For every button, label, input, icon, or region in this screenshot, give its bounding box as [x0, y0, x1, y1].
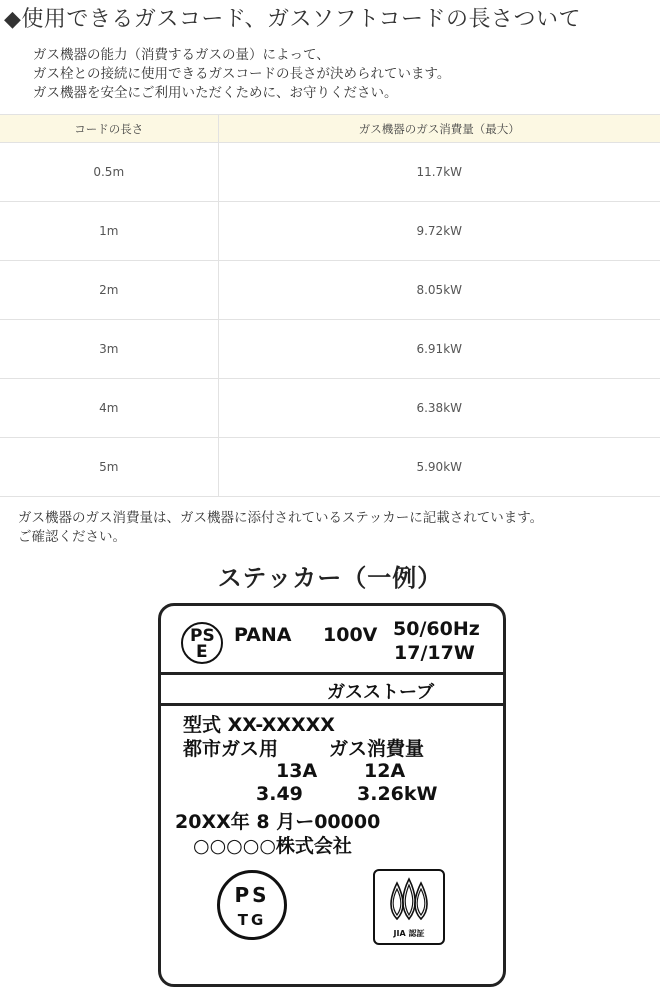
pstg-mark-top: PS [234, 883, 270, 907]
table-row [0, 261, 660, 320]
intro-text [33, 46, 450, 103]
sticker-consumption-label: ガス消費量 [329, 738, 425, 760]
sticker-gas-code-1: 13A [276, 760, 318, 782]
flame-icon [375, 875, 443, 927]
pstg-mark-icon [217, 870, 287, 940]
sticker-gas-type-label: 都市ガス用 [183, 738, 279, 760]
table-row [0, 438, 660, 497]
cell-gas-consumption: 11.7kW [218, 143, 660, 202]
sticker-model: 型式 XX-XXXXX [183, 714, 335, 736]
sticker-value-2: 3.26kW [357, 783, 438, 805]
jia-label: JIA 認証 [393, 929, 425, 938]
sticker-value-1: 3.49 [256, 783, 303, 805]
cell-cord-length: 3m [0, 320, 218, 379]
table-row [0, 379, 660, 438]
sticker-top-row [161, 606, 503, 672]
jia-certification-mark [373, 869, 445, 945]
cell-cord-length: 4m [0, 379, 218, 438]
cell-cord-length: 1m [0, 202, 218, 261]
cell-gas-consumption: 6.91kW [218, 320, 660, 379]
cell-cord-length: 0.5m [0, 143, 218, 202]
cell-cord-length: 5m [0, 438, 218, 497]
sticker-title: ステッカー（一例） [217, 564, 443, 592]
intro-line-2: ガス栓との接続に使用できるガスコードの長さが決められています。 [33, 66, 451, 82]
table-header-row [0, 115, 660, 143]
sticker-wattage: 17/17W [394, 642, 475, 664]
header-cord-length: コードの長さ [0, 115, 218, 143]
cell-cord-length: 2m [0, 261, 218, 320]
cell-gas-consumption: 9.72kW [218, 202, 660, 261]
pse-mark-icon [181, 622, 223, 664]
sticker-note [18, 509, 543, 547]
page-heading: ◆使用できるガスコード、ガスソフトコードの長さついて [4, 7, 582, 32]
cell-gas-consumption: 5.90kW [218, 438, 660, 497]
note-line-2: ご確認ください。 [18, 529, 126, 545]
cell-gas-consumption: 6.38kW [218, 379, 660, 438]
table-row [0, 143, 660, 202]
sticker-maker: PANA [234, 624, 292, 646]
cell-gas-consumption: 8.05kW [218, 261, 660, 320]
table-row [0, 202, 660, 261]
sticker-voltage: 100V [323, 624, 378, 646]
sticker-product-row [161, 672, 503, 706]
sticker-date-serial: 20XX年 8 月ー00000 [175, 811, 381, 833]
sticker-gas-code-2: 12A [364, 760, 406, 782]
pse-mark-top: PS [190, 626, 215, 646]
cord-length-table [0, 114, 660, 497]
pstg-mark-bottom: TG [237, 911, 267, 929]
header-gas-consumption: ガス機器のガス消費量（最大） [218, 115, 660, 143]
sticker-illustration [158, 603, 506, 987]
intro-line-3: ガス機器を安全にご利用いただくために、お守りください。 [33, 85, 398, 101]
pse-mark-bottom: E [196, 642, 208, 662]
sticker-company: ○○○○○株式会社 [193, 835, 352, 857]
sticker-product-name: ガスストーブ [327, 682, 435, 703]
sticker-frequency: 50/60Hz [393, 618, 480, 640]
table-row [0, 320, 660, 379]
intro-line-1: ガス機器の能力（消費するガスの量）によって、 [33, 47, 330, 63]
note-line-1: ガス機器のガス消費量は、ガス機器に添付されているステッカーに記載されています。 [18, 510, 544, 526]
